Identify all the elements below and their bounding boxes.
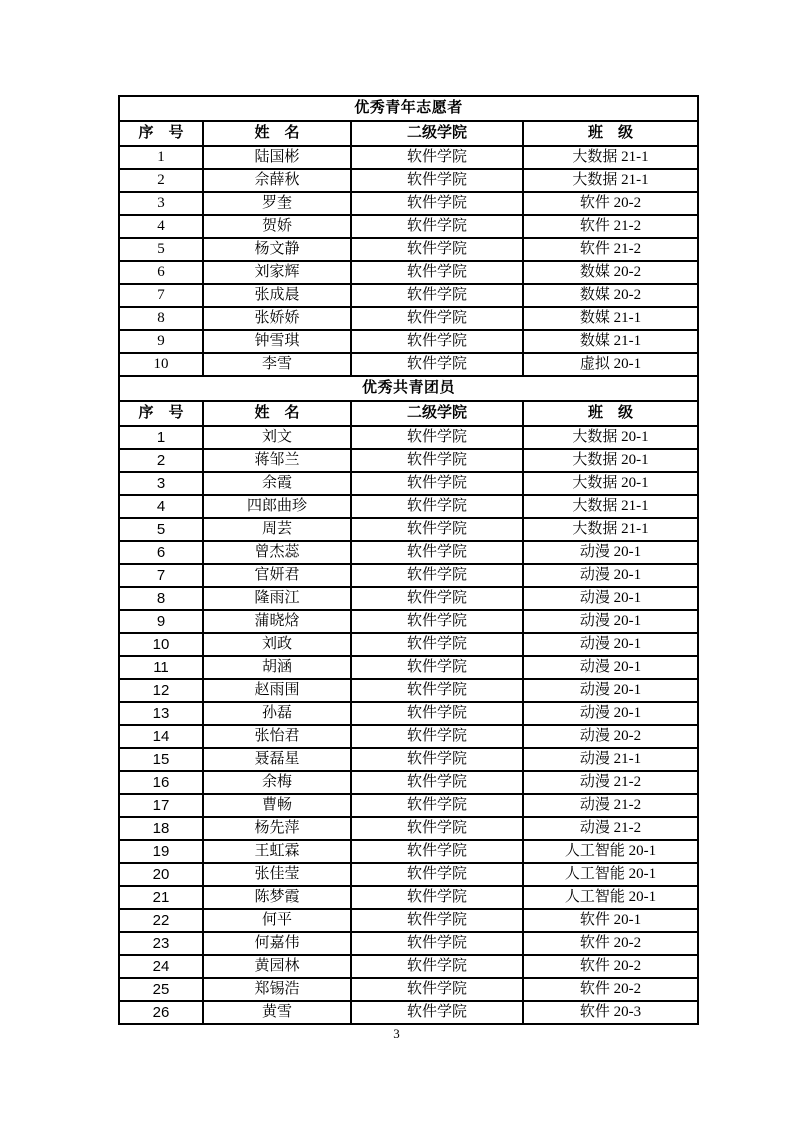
- cell-index: 13: [119, 702, 203, 725]
- table-row: [119, 702, 698, 725]
- cell-college: 软件学院: [351, 725, 523, 748]
- table-row: [119, 656, 698, 679]
- table-row: [119, 541, 698, 564]
- cell-name: 隆雨江: [203, 587, 351, 610]
- cell-college: 软件学院: [351, 146, 523, 169]
- cell-college: 软件学院: [351, 702, 523, 725]
- cell-college: 软件学院: [351, 238, 523, 261]
- cell-college: 软件学院: [351, 817, 523, 840]
- cell-index: 15: [119, 748, 203, 771]
- cell-name: 杨先萍: [203, 817, 351, 840]
- cell-index: 2: [119, 169, 203, 192]
- table-row: [119, 472, 698, 495]
- cell-name: 刘文: [203, 426, 351, 449]
- cell-college: 软件学院: [351, 748, 523, 771]
- table-row: [119, 840, 698, 863]
- cell-class: 动漫 20-1: [523, 633, 698, 656]
- cell-name: 周芸: [203, 518, 351, 541]
- cell-class: 大数据 20-1: [523, 472, 698, 495]
- table-row: [119, 771, 698, 794]
- cell-college: 软件学院: [351, 353, 523, 376]
- cell-class: 软件 20-3: [523, 1001, 698, 1024]
- cell-name: 张娇娇: [203, 307, 351, 330]
- cell-name: 聂磊星: [203, 748, 351, 771]
- cell-index: 5: [119, 238, 203, 261]
- cell-college: 软件学院: [351, 541, 523, 564]
- section-title: 优秀共青团员: [119, 376, 698, 401]
- cell-index: 11: [119, 656, 203, 679]
- cell-college: 软件学院: [351, 284, 523, 307]
- cell-name: 陆国彬: [203, 146, 351, 169]
- cell-index: 22: [119, 909, 203, 932]
- table-row: [119, 633, 698, 656]
- table-row: [119, 192, 698, 215]
- cell-index: 5: [119, 518, 203, 541]
- table-row: [119, 238, 698, 261]
- cell-index: 19: [119, 840, 203, 863]
- cell-name: 余梅: [203, 771, 351, 794]
- cell-name: 罗奎: [203, 192, 351, 215]
- cell-name: 贺娇: [203, 215, 351, 238]
- cell-name: 李雪: [203, 353, 351, 376]
- cell-index: 8: [119, 307, 203, 330]
- column-header: 班 级: [523, 401, 698, 426]
- cell-index: 9: [119, 330, 203, 353]
- cell-class: 软件 21-2: [523, 238, 698, 261]
- table-row: [119, 146, 698, 169]
- cell-index: 2: [119, 449, 203, 472]
- table-row: [119, 886, 698, 909]
- cell-class: 软件 20-1: [523, 909, 698, 932]
- cell-index: 14: [119, 725, 203, 748]
- table-row: [119, 610, 698, 633]
- cell-college: 软件学院: [351, 587, 523, 610]
- table-row: [119, 748, 698, 771]
- cell-name: 余霞: [203, 472, 351, 495]
- cell-name: 郑锡浩: [203, 978, 351, 1001]
- column-header: 二级学院: [351, 121, 523, 146]
- cell-class: 人工智能 20-1: [523, 840, 698, 863]
- cell-class: 动漫 21-2: [523, 771, 698, 794]
- table-row: [119, 863, 698, 886]
- table-row: [119, 909, 698, 932]
- cell-index: 23: [119, 932, 203, 955]
- table-row: [119, 495, 698, 518]
- cell-name: 孙磊: [203, 702, 351, 725]
- cell-college: 软件学院: [351, 955, 523, 978]
- cell-class: 软件 20-2: [523, 978, 698, 1001]
- cell-class: 软件 20-2: [523, 932, 698, 955]
- cell-index: 1: [119, 146, 203, 169]
- cell-name: 黄雪: [203, 1001, 351, 1024]
- cell-college: 软件学院: [351, 909, 523, 932]
- cell-college: 软件学院: [351, 978, 523, 1001]
- cell-college: 软件学院: [351, 495, 523, 518]
- cell-name: 何平: [203, 909, 351, 932]
- cell-college: 软件学院: [351, 169, 523, 192]
- cell-class: 人工智能 20-1: [523, 863, 698, 886]
- cell-class: 动漫 20-2: [523, 725, 698, 748]
- cell-name: 钟雪琪: [203, 330, 351, 353]
- cell-class: 动漫 21-1: [523, 748, 698, 771]
- cell-class: 动漫 21-2: [523, 794, 698, 817]
- cell-college: 软件学院: [351, 1001, 523, 1024]
- cell-class: 大数据 20-1: [523, 426, 698, 449]
- cell-class: 动漫 20-1: [523, 702, 698, 725]
- cell-index: 3: [119, 192, 203, 215]
- table-row: [119, 284, 698, 307]
- column-header: 序 号: [119, 121, 203, 146]
- cell-index: 4: [119, 215, 203, 238]
- table-row: [119, 955, 698, 978]
- cell-class: 数媒 20-2: [523, 284, 698, 307]
- cell-name: 官妍君: [203, 564, 351, 587]
- cell-college: 软件学院: [351, 863, 523, 886]
- table-row: [119, 679, 698, 702]
- table-row: [119, 978, 698, 1001]
- section-title-row: [119, 376, 698, 401]
- cell-name: 黄园林: [203, 955, 351, 978]
- cell-class: 动漫 21-2: [523, 817, 698, 840]
- table-row: [119, 518, 698, 541]
- table-row: [119, 449, 698, 472]
- cell-class: 软件 20-2: [523, 192, 698, 215]
- awards-table: [118, 95, 699, 1025]
- cell-index: 26: [119, 1001, 203, 1024]
- cell-college: 软件学院: [351, 192, 523, 215]
- header-row: [119, 121, 698, 146]
- cell-college: 软件学院: [351, 564, 523, 587]
- table-row: [119, 1001, 698, 1024]
- cell-college: 软件学院: [351, 840, 523, 863]
- cell-name: 张成晨: [203, 284, 351, 307]
- cell-index: 7: [119, 284, 203, 307]
- table-row: [119, 261, 698, 284]
- cell-index: 7: [119, 564, 203, 587]
- cell-college: 软件学院: [351, 307, 523, 330]
- cell-class: 数媒 21-1: [523, 330, 698, 353]
- cell-class: 动漫 20-1: [523, 564, 698, 587]
- cell-college: 软件学院: [351, 215, 523, 238]
- cell-index: 18: [119, 817, 203, 840]
- cell-college: 软件学院: [351, 679, 523, 702]
- cell-college: 软件学院: [351, 330, 523, 353]
- cell-class: 大数据 20-1: [523, 449, 698, 472]
- table-row: [119, 564, 698, 587]
- cell-index: 6: [119, 541, 203, 564]
- cell-name: 刘家辉: [203, 261, 351, 284]
- cell-index: 25: [119, 978, 203, 1001]
- cell-index: 10: [119, 353, 203, 376]
- cell-college: 软件学院: [351, 656, 523, 679]
- cell-index: 3: [119, 472, 203, 495]
- cell-class: 软件 21-2: [523, 215, 698, 238]
- cell-college: 软件学院: [351, 426, 523, 449]
- cell-class: 动漫 20-1: [523, 587, 698, 610]
- cell-name: 四郎曲珍: [203, 495, 351, 518]
- cell-class: 动漫 20-1: [523, 610, 698, 633]
- table-row: [119, 426, 698, 449]
- column-header: 姓 名: [203, 121, 351, 146]
- cell-name: 杨文静: [203, 238, 351, 261]
- table-row: [119, 330, 698, 353]
- cell-college: 软件学院: [351, 261, 523, 284]
- cell-name: 蒲晓焓: [203, 610, 351, 633]
- table-row: [119, 932, 698, 955]
- cell-name: 蒋邹兰: [203, 449, 351, 472]
- cell-class: 数媒 21-1: [523, 307, 698, 330]
- cell-class: 数媒 20-2: [523, 261, 698, 284]
- cell-college: 软件学院: [351, 886, 523, 909]
- table-row: [119, 353, 698, 376]
- cell-class: 动漫 20-1: [523, 541, 698, 564]
- cell-index: 20: [119, 863, 203, 886]
- cell-name: 张怡君: [203, 725, 351, 748]
- cell-index: 9: [119, 610, 203, 633]
- cell-class: 大数据 21-1: [523, 146, 698, 169]
- cell-index: 12: [119, 679, 203, 702]
- cell-index: 21: [119, 886, 203, 909]
- cell-college: 软件学院: [351, 518, 523, 541]
- cell-name: 何嘉伟: [203, 932, 351, 955]
- cell-class: 软件 20-2: [523, 955, 698, 978]
- cell-index: 24: [119, 955, 203, 978]
- cell-class: 大数据 21-1: [523, 169, 698, 192]
- cell-index: 1: [119, 426, 203, 449]
- cell-name: 曹畅: [203, 794, 351, 817]
- cell-college: 软件学院: [351, 472, 523, 495]
- column-header: 班 级: [523, 121, 698, 146]
- cell-college: 软件学院: [351, 610, 523, 633]
- page-number: 3: [393, 1026, 400, 1041]
- cell-class: 动漫 20-1: [523, 679, 698, 702]
- cell-name: 曾杰蕊: [203, 541, 351, 564]
- column-header: 姓 名: [203, 401, 351, 426]
- section-title-row: [119, 96, 698, 121]
- cell-index: 16: [119, 771, 203, 794]
- table-row: [119, 587, 698, 610]
- table-row: [119, 725, 698, 748]
- section-excellent-youth-league-members: [119, 376, 698, 1024]
- column-header: 序 号: [119, 401, 203, 426]
- table-row: [119, 307, 698, 330]
- cell-class: 虚拟 20-1: [523, 353, 698, 376]
- table-row: [119, 817, 698, 840]
- cell-name: 刘政: [203, 633, 351, 656]
- cell-name: 陈梦霞: [203, 886, 351, 909]
- cell-name: 赵雨围: [203, 679, 351, 702]
- cell-name: 张佳莹: [203, 863, 351, 886]
- cell-college: 软件学院: [351, 633, 523, 656]
- cell-class: 大数据 21-1: [523, 495, 698, 518]
- cell-index: 10: [119, 633, 203, 656]
- cell-index: 4: [119, 495, 203, 518]
- section-excellent-young-volunteers: [119, 96, 698, 376]
- cell-index: 6: [119, 261, 203, 284]
- cell-college: 软件学院: [351, 932, 523, 955]
- cell-college: 软件学院: [351, 794, 523, 817]
- header-row: [119, 401, 698, 426]
- table-row: [119, 215, 698, 238]
- cell-name: 胡涵: [203, 656, 351, 679]
- cell-class: 人工智能 20-1: [523, 886, 698, 909]
- cell-class: 大数据 21-1: [523, 518, 698, 541]
- table-row: [119, 794, 698, 817]
- cell-name: 王虹霖: [203, 840, 351, 863]
- column-header: 二级学院: [351, 401, 523, 426]
- cell-name: 佘薛秋: [203, 169, 351, 192]
- cell-class: 动漫 20-1: [523, 656, 698, 679]
- section-title: 优秀青年志愿者: [119, 96, 698, 121]
- cell-college: 软件学院: [351, 449, 523, 472]
- cell-index: 8: [119, 587, 203, 610]
- cell-index: 17: [119, 794, 203, 817]
- table-row: [119, 169, 698, 192]
- cell-college: 软件学院: [351, 771, 523, 794]
